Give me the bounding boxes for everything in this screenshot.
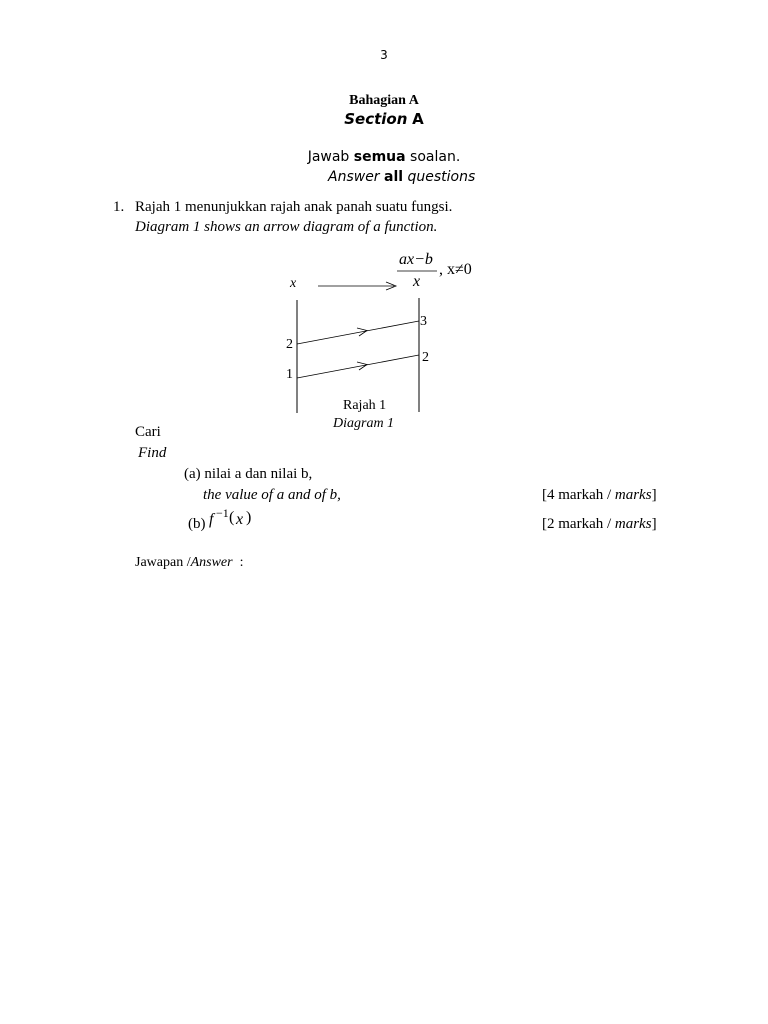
part-b-superscript: −1	[216, 506, 229, 520]
formula-condition: , x≠0	[439, 261, 472, 278]
find-english: Find	[138, 445, 167, 461]
question-text-malay: Rajah 1 menunjukkan rajah anak panah suatu fungsi.	[135, 199, 453, 215]
answer-label-malay: Jawapan /	[135, 555, 191, 570]
part-a-marks	[542, 487, 657, 504]
section-title-english-word: Section	[344, 110, 408, 128]
instruction-english-bold: all	[384, 169, 404, 185]
mapping-line-2-to-3	[297, 321, 419, 344]
mapping-line-1-to-2	[297, 355, 419, 378]
section-title-english-letter: A	[412, 110, 424, 128]
codomain-value-2: 2	[422, 350, 429, 365]
part-b-marks-pre: [2 markah /	[542, 516, 615, 532]
page-number: 3	[380, 48, 388, 62]
answer-label-english: Answer	[190, 555, 233, 570]
diagram-caption-malay: Rajah 1	[343, 398, 387, 413]
part-b-marks-post: ]	[651, 516, 657, 532]
question-number: 1.	[113, 199, 125, 215]
domain-label: x	[290, 276, 297, 291]
part-a-english: the value of a and of b,	[203, 487, 341, 503]
diagram-caption-english: Diagram 1	[333, 416, 395, 431]
formula-numerator: ax−b	[399, 251, 433, 268]
instruction-english-pre: Answer	[328, 169, 385, 185]
part-a-marks-italic: marks	[614, 487, 652, 503]
part-a-marks-pre: [4 markah /	[542, 487, 615, 503]
instruction-english-post: questions	[403, 169, 476, 185]
part-b-f: f	[209, 511, 214, 528]
domain-value-1: 1	[286, 367, 293, 382]
part-b-close-paren: )	[246, 509, 252, 526]
part-a-marks-post: ]	[651, 487, 657, 503]
part-b-open-paren: (	[229, 509, 235, 526]
find-malay: Cari	[135, 424, 161, 440]
part-b-marks	[542, 516, 657, 533]
answer-label	[135, 555, 243, 571]
answer-label-colon: :	[232, 555, 244, 570]
part-b-marks-italic: marks	[614, 516, 652, 532]
domain-value-2: 2	[286, 337, 293, 352]
formula-denominator: x	[413, 273, 421, 290]
question-text-english: Diagram 1 shows an arrow diagram of a function.	[135, 219, 438, 235]
instruction-malay-pre: Jawab	[307, 149, 354, 165]
part-b-argument: x	[236, 511, 244, 528]
part-b-label: (b)	[188, 516, 206, 532]
section-title-malay: Bahagian A	[349, 93, 419, 108]
part-a-malay: (a) nilai a dan nilai b,	[184, 466, 313, 482]
instruction-malay-bold: semua	[353, 149, 406, 165]
instruction-malay-post: soalan.	[405, 149, 461, 165]
codomain-value-3: 3	[420, 314, 427, 329]
